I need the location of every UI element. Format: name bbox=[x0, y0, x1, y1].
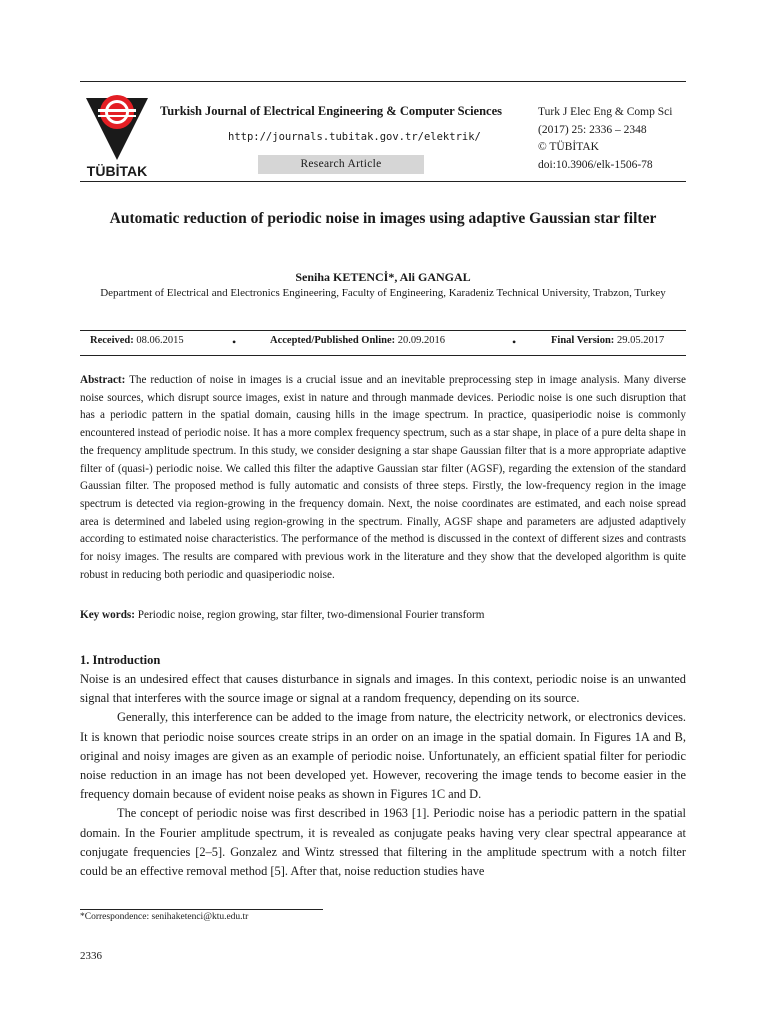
page-number: 2336 bbox=[80, 950, 102, 962]
date-separator: • bbox=[512, 335, 517, 349]
top-rule bbox=[80, 81, 686, 82]
footnote: *Correspondence: senihaketenci@ktu.edu.tr bbox=[80, 912, 249, 922]
paragraph: The concept of periodic noise was first described in 1963 [1]. Periodic noise has a periodic pattern in the spatial domain. In the Fourier amplitude spectrum, it is revealed as conjugate peaks having very clear spectral appearance at conjugate frequencies [2–5]. Gonzalez and Wintz stressed that filtering in the amplitude spectrum with a notch filter could be an effective removal method [5]. After that, noise reduction studies have bbox=[80, 806, 686, 879]
journal-name: Turkish Journal of Electrical Engineering & Computer Sciences bbox=[160, 104, 503, 118]
keywords bbox=[80, 609, 686, 621]
citation-block bbox=[538, 104, 672, 174]
affiliation: Department of Electrical and Electronics Engineering, Faculty of Engineering, Karadeniz Technical University, Trabzon, Turkey bbox=[100, 287, 666, 299]
paragraph: Generally, this interference can be added to the image from nature, the electricity network, or electronics devices. It is known that periodic noise sources create strips in an order on an image in the spatial domain. In Figures 1A and B, original and noisy images are given as an example of periodic noise. Unfortunately, an efficient spatial filter for periodic noise reduction in an image has not been developed yet. However, recovering the image tends to become easier in the frequency domain because of evident noise peaks as shown in Figures 1C and D. bbox=[80, 710, 686, 802]
body-text bbox=[80, 670, 686, 881]
dates-bottom-rule bbox=[80, 355, 686, 356]
citation-line: Turk J Elec Eng & Comp Sci bbox=[538, 106, 673, 118]
date-separator: • bbox=[232, 335, 237, 349]
keywords-label: Key words: bbox=[80, 609, 135, 621]
paper-title: Automatic reduction of periodic noise in images using adaptive Gaussian star filter bbox=[109, 210, 657, 227]
dates-bar bbox=[80, 335, 686, 353]
citation-line: © TÜBİTAK bbox=[538, 141, 599, 153]
accepted-date: Accepted/Published Online: 20.09.2016 bbox=[270, 335, 446, 346]
keywords-text: Periodic noise, region growing, star filter, two-dimensional Fourier transform bbox=[137, 609, 485, 621]
abstract-text: The reduction of noise in images is a crucial issue and an inevitable preprocessing step in image analysis. Many diverse noise sources, which disrupt source images, exist in nature and through manmade devices. Periodic noise is one such disruption that has a periodic pattern in the spatial domain, causing hills in the image spectrum. In practice, quasiperiodic noise is commonly encountered instead of periodic noise. It has a more complex frequency spectrum, such as a star shape, in place of a pure delta shape in the frequency amplitude spectrum. In this study, we consider designing a star shape Gaussian filter that is a more appropriate adaptive filter of (quasi-) periodic noise. We called this filter the adaptive Gaussian star filter (AGSF), regarding the extension of the standard Gaussian filter. The proposed method is fully automatic and consists of three steps. Firstly, the low-frequency region in the image spectrum is detected via region-growing in the frequency domain. Next, the noise coordinates are estimated, and each noise spread area is determined and labeled using region-growing in the spectrum. Finally, AGSF shape and parameters are adjusted adaptively according to estimated noise characteristics. The performance of the method is discussed in the context of different sizes and contrasts for noisy images. The results are compared with previous work in the literature and they show that the developed algorithm is quite robust in reducing both periodic and quasiperiodic noise. bbox=[80, 374, 686, 581]
article-type-badge: Research Article bbox=[258, 155, 424, 174]
tubitak-emblem-icon bbox=[82, 90, 152, 180]
header-bottom-rule bbox=[80, 181, 686, 182]
paragraph: Noise is an undesired effect that causes disturbance in signals and images. In this context, periodic noise is an unwanted signal that interferes with the source image or signal at a random frequency, depending on its source. bbox=[80, 672, 686, 706]
abstract-label: Abstract: bbox=[80, 374, 126, 386]
doi[interactable]: doi:10.3906/elk-1506-78 bbox=[538, 158, 653, 171]
citation-line: (2017) 25: 2336 – 2348 bbox=[538, 123, 647, 136]
authors: Seniha KETENCİ*, Ali GANGAL bbox=[295, 270, 471, 284]
footnote-rule bbox=[80, 909, 323, 910]
received-date: Received: 08.06.2015 bbox=[90, 335, 184, 346]
final-date: Final Version: 29.05.2017 bbox=[551, 335, 665, 346]
section-heading: 1. Introduction bbox=[80, 653, 161, 667]
tubitak-logo bbox=[82, 90, 152, 180]
dates-top-rule bbox=[80, 330, 686, 331]
logo-text: TÜBİTAK bbox=[86, 163, 148, 179]
journal-url[interactable]: http://journals.tubitak.gov.tr/elektrik/ bbox=[228, 131, 481, 143]
abstract bbox=[80, 372, 686, 584]
